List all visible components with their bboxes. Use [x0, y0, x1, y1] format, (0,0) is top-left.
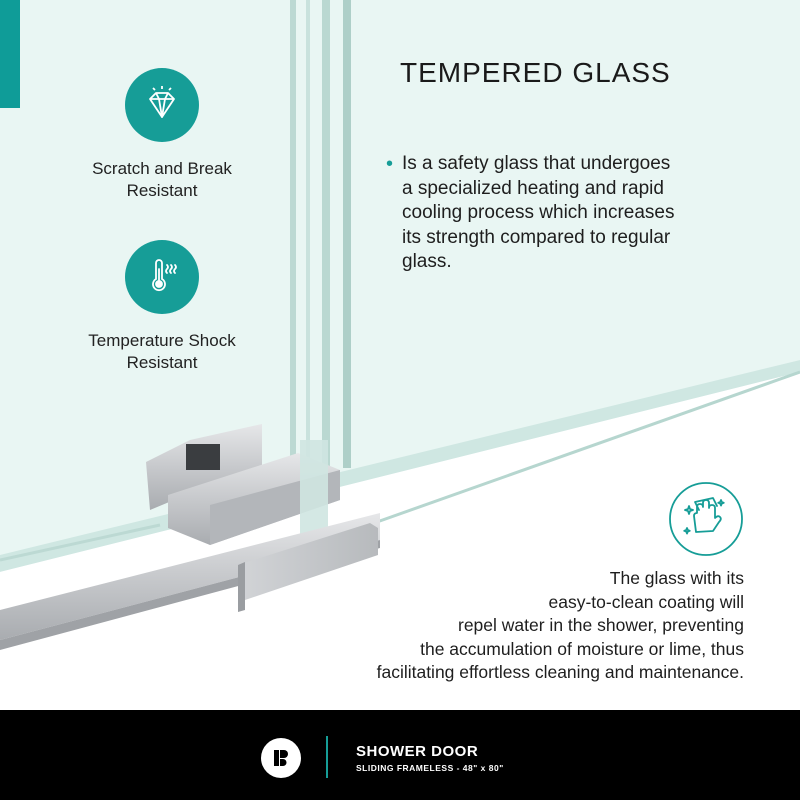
feature-label-line2: Resistant	[126, 181, 198, 200]
wiping-glove-icon	[667, 480, 745, 558]
bullet-line: a specialized heating and rapid	[402, 177, 664, 199]
cleaning-line: facilitating effortless cleaning and maintenance.	[376, 662, 744, 682]
feature-temperature-resistant	[60, 240, 264, 374]
cleaning-line: repel water in the shower, preventing	[458, 615, 744, 635]
diamond-icon	[125, 68, 199, 142]
footer-bar	[0, 710, 800, 800]
feature-scratch-resistant	[60, 68, 264, 202]
feature-label-line2: Resistant	[126, 353, 198, 372]
bullet-line: its strength compared to regular	[402, 226, 671, 248]
bullet-line: glass.	[402, 251, 452, 272]
bullet-dot-icon: •	[386, 153, 394, 175]
cleaning-description	[284, 567, 744, 685]
brand-logo-icon	[261, 738, 301, 778]
headline: TEMPERED GLASS	[400, 57, 671, 88]
accent-bar	[0, 0, 20, 108]
feature-label-line1: Temperature Shock	[88, 331, 236, 350]
bullet-line: cooling process which increases	[402, 202, 675, 223]
footer-divider	[326, 736, 328, 778]
product-subtitle: SLIDING FRAMELESS - 48" x 80"	[356, 763, 504, 773]
product-name: SHOWER DOOR	[356, 743, 479, 760]
thermometer-icon	[125, 240, 199, 314]
bullet-line: Is a safety glass that undergoes	[402, 153, 671, 174]
bullet-description	[386, 152, 766, 275]
feature-label-line1: Scratch and Break	[92, 159, 232, 178]
cleaning-line: easy-to-clean coating will	[548, 591, 744, 612]
cleaning-line: The glass with its	[609, 568, 744, 588]
cleaning-line: the accumulation of moisture or lime, thus	[420, 638, 744, 659]
